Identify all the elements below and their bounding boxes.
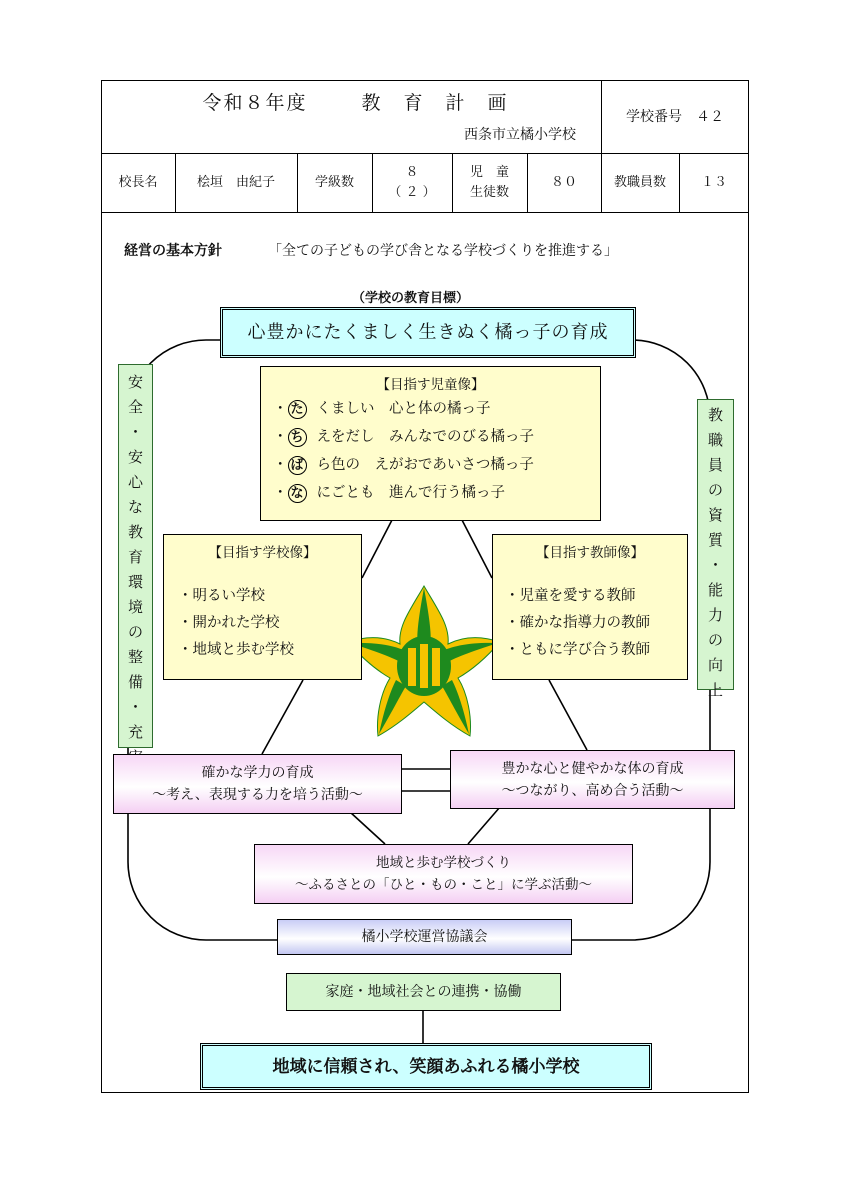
learning-band [113, 754, 402, 814]
list-item: ・明るい学校 [178, 588, 265, 604]
list-item: ・地域と歩む学校 [178, 642, 294, 658]
vertical-char: 充 [127, 723, 143, 741]
teacher-image-box [492, 534, 688, 680]
vertical-char: 環 [127, 573, 143, 591]
vertical-char: 教 [707, 406, 723, 424]
list-item: ・児童を愛する教師 [505, 588, 636, 604]
vertical-char: 備 [127, 673, 143, 691]
child-image-box [260, 366, 601, 521]
vertical-char: ・ [707, 556, 723, 574]
vertical-char: 質 [707, 531, 723, 549]
teacher-image-title: 【目指す教師像】 [536, 545, 644, 561]
circled-letter: ち [288, 428, 307, 447]
vertical-char: 安 [127, 373, 143, 391]
item-text: ら色の えがおであいさつ橘っ子 [316, 457, 534, 473]
teacher-image-list [493, 583, 687, 664]
link-teacher-heart [549, 680, 587, 750]
item-text: にごとも 進んで行う橘っ子 [316, 485, 505, 501]
principal-name: 桧垣 由紀子 [196, 174, 275, 190]
vertical-char: の [707, 481, 723, 499]
community-title: 地域と歩む学校づくり [376, 855, 511, 871]
school-image-box [163, 534, 362, 680]
vertical-char: 全 [127, 398, 143, 416]
list-item: ・開かれた学校 [178, 615, 280, 631]
community-subtitle: ～ふるさとの「ひと・もの・こと」に学ぶ活動～ [295, 877, 592, 893]
vertical-char: の [707, 631, 723, 649]
vertical-char: 整 [127, 648, 143, 666]
final-goal: 地域に信頼され、笑顔あふれる橘小学校 [200, 1043, 652, 1090]
classes-label: 学級数 [314, 174, 354, 190]
child-image-list [261, 395, 600, 507]
vertical-char: 上 [707, 681, 723, 699]
vertical-char: 境 [127, 598, 143, 616]
education-goal: 心豊かにたくましく生きぬく橘っ子の育成 [220, 307, 636, 358]
school-name: 西条市立橘小学校 [464, 127, 576, 143]
circled-letter: ば [288, 456, 307, 475]
list-item [273, 423, 600, 451]
list-item [273, 395, 600, 423]
child-image-title: 【目指す児童像】 [376, 377, 485, 393]
vertical-char: 力 [707, 606, 723, 624]
cooperation-box: 家庭・地域社会との連携・協働 [286, 973, 561, 1011]
goal-caption: （学校の教育目標） [352, 291, 470, 306]
right-side-staff-quality [697, 399, 734, 699]
left-side-safe-environment [118, 364, 153, 748]
learning-title: 確かな学力の育成 [201, 765, 314, 781]
vertical-char: 育 [127, 548, 143, 566]
list-item: ・ともに学び合う教師 [505, 642, 650, 658]
vertical-char: ・ [127, 423, 143, 441]
bullet: ・ [273, 485, 288, 501]
bullet: ・ [273, 429, 288, 445]
vertical-char: な [127, 498, 143, 516]
vertical-char: 向 [707, 656, 723, 674]
community-band [254, 844, 633, 904]
heart-band [450, 750, 735, 809]
list-item [273, 451, 600, 479]
circled-letter: な [288, 484, 307, 503]
bullet: ・ [273, 401, 288, 417]
learning-subtitle: ～考え、表現する力を培う活動～ [152, 787, 363, 803]
students-label-line2: 生徒数 [469, 184, 509, 200]
heart-subtitle: ～つながり、高め合う活動～ [501, 782, 684, 799]
circled-letter: た [288, 400, 307, 419]
school-image-title: 【目指す学校像】 [208, 545, 317, 561]
bullet: ・ [273, 457, 288, 473]
vertical-char: 教 [127, 523, 143, 541]
vertical-char: ・ [127, 698, 143, 716]
students-value: ８０ [550, 174, 577, 190]
classes-value-special: （ ２ ） [388, 184, 436, 200]
school-number: 学校番号 ４２ [626, 108, 724, 125]
list-item [273, 479, 600, 507]
link-school-learning [262, 680, 303, 754]
classes-value-main: ８ [405, 164, 419, 180]
vertical-char: 員 [707, 456, 723, 474]
policy-text: 「全ての子どもの学び舎となる学校づくりを推進する」 [268, 243, 618, 259]
vertical-char: 職 [707, 431, 723, 449]
vertical-char: 心 [127, 473, 143, 491]
link-child-school [362, 520, 392, 578]
plan-year: 令和８年度 [202, 92, 308, 114]
list-item: ・確かな指導力の教師 [505, 615, 650, 631]
link-heart-community [468, 807, 500, 844]
staff-value: １３ [700, 174, 727, 190]
policy-label: 経営の基本方針 [124, 243, 222, 259]
vertical-char: 能 [707, 581, 723, 599]
link-learning-community [350, 812, 385, 844]
vertical-char: 資 [707, 506, 723, 524]
vertical-char: 安 [127, 448, 143, 466]
item-text: くましい 心と体の橘っ子 [316, 401, 491, 417]
students-label-line1: 児 童 [469, 164, 509, 180]
item-text: えをだし みんなでのびる橘っ子 [316, 429, 534, 445]
school-emblem-icon [348, 586, 500, 736]
council-band: 橘小学校運営協議会 [277, 919, 572, 955]
school-image-list [164, 583, 361, 664]
link-child-teacher [462, 520, 492, 578]
principal-label: 校長名 [118, 174, 158, 190]
staff-label: 教職員数 [613, 174, 666, 190]
plan-title: 教 育 計 画 [361, 92, 509, 114]
vertical-char: の [127, 623, 143, 641]
heart-title: 豊かな心と健やかな体の育成 [501, 760, 684, 777]
